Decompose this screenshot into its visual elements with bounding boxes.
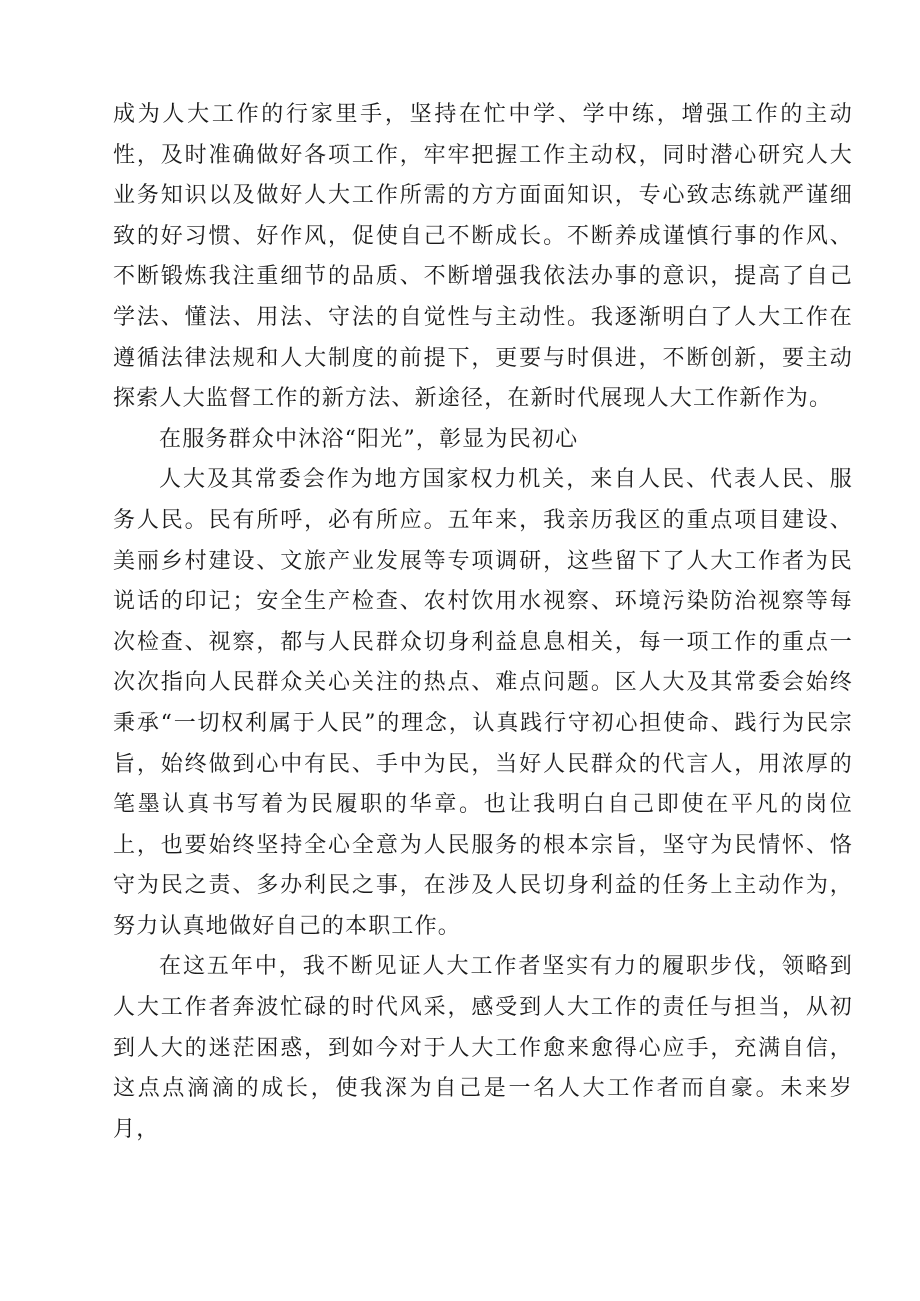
- paragraph-continuation: 成为人大工作的行家里手，坚持在忙中学、学中练，增强工作的主动性，及时准确做好各项工作，牢牢把握工作主动权，同时潜心研究人大业务知识以及做好人大工作所需的方方面面知识，专心致志练就严谨细致的好习惯、好作风，促使自己不断成长。不断养成谨慎行事的作风、不断锻炼我注重细节的品质、不断增强我依法办事的意识，提高了自己学法、懂法、用法、守法的自觉性与主动性。我逐渐明白了人大工作在遵循法律法规和人大制度的前提下，更要与时俱进，不断创新，要主动探索人大监督工作的新方法、新途径，在新时代展现人大工作新作为。: [113, 102, 853, 412]
- document-body: [113, 95, 853, 1150]
- paragraph-serving-people: 人大及其常委会作为地方国家权力机关，来自人民、代表人民、服务人民。民有所呼，必有所应。五年来，我亲历我区的重点项目建设、美丽乡村建设、文旅产业发展等专项调研，这些留下了人大工作者为民说话的印记；安全生产检查、农村饮用水视察、环境污染防治视察等每次检查、视察，都与人民群众切身利益息息相关，每一项工作的重点一次次指向人民群众关心关注的热点、难点问题。区人大及其常委会始终秉承“一切权利属于人民”的理念，认真践行守初心担使命、践行为民宗旨，始终做到心中有民、手中为民，当好人民群众的代言人，用浓厚的笔墨认真书写着为民履职的华章。也让我明白自己即使在平凡的岗位上，也要始终坚持全心全意为人民服务的根本宗旨，坚守为民情怀、恪守为民之责、多办利民之事，在涉及人民切身利益的任务上主动作为，努力认真地做好自己的本职工作。: [113, 467, 853, 939]
- paragraph-five-years: 在这五年中，我不断见证人大工作者坚实有力的履职步伐，领略到人大工作者奔波忙碌的时代风采，感受到人大工作的责任与担当，从初到人大的迷茫困惑，到如今对于人大工作愈来愈得心应手，充满自信，这点点滴滴的成长，使我深为自己是一名人大工作者而自豪。未来岁月，: [113, 954, 853, 1142]
- section-heading: 在服务群众中沐浴“阳光”，彰显为民初心: [159, 426, 579, 452]
